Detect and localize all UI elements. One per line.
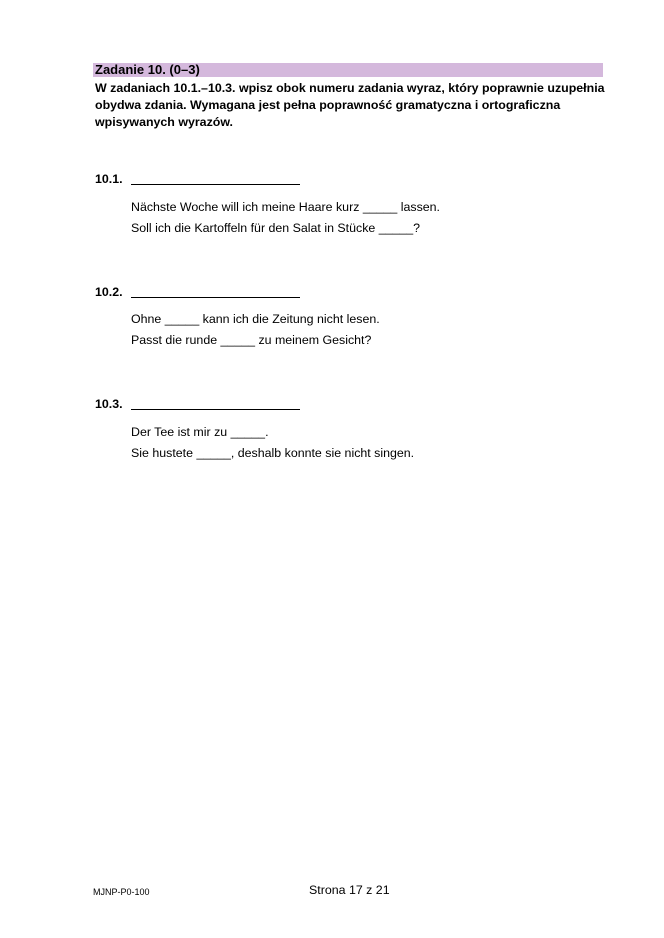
answer-field[interactable] [131,184,300,185]
sentence: Sie hustete _____, deshalb konnte sie nicht singen. [131,446,415,460]
answer-field[interactable] [131,409,300,410]
page-number: Strona 17 z 21 [309,883,390,897]
sentence: Soll ich die Kartoffeln für den Salat in Stücke _____? [131,221,421,235]
sentence: Nächste Woche will ich meine Haare kurz _____ lassen. [131,200,440,214]
item-number: 10.3. [95,397,123,411]
task-instruction: W zadaniach 10.1.–10.3. wpisz obok numeru zadania wyraz, który poprawnie uzupełnia obydwa zdania. Wymagana jest pełna poprawność gramatyczna i ortograficzna wpisywanych wyrazów. [95,81,605,129]
sentence: Der Tee ist mir zu _____. [131,425,269,439]
sentence: Ohne _____ kann ich die Zeitung nicht lesen. [131,312,380,326]
document-code: MJNP-P0-100 [93,887,150,897]
item-number: 10.1. [95,172,123,186]
sentence: Passt die runde _____ zu meinem Gesicht? [131,333,372,347]
task-header: Zadanie 10. (0–3) [93,63,603,77]
answer-field[interactable] [131,297,300,298]
item-number: 10.2. [95,285,123,299]
